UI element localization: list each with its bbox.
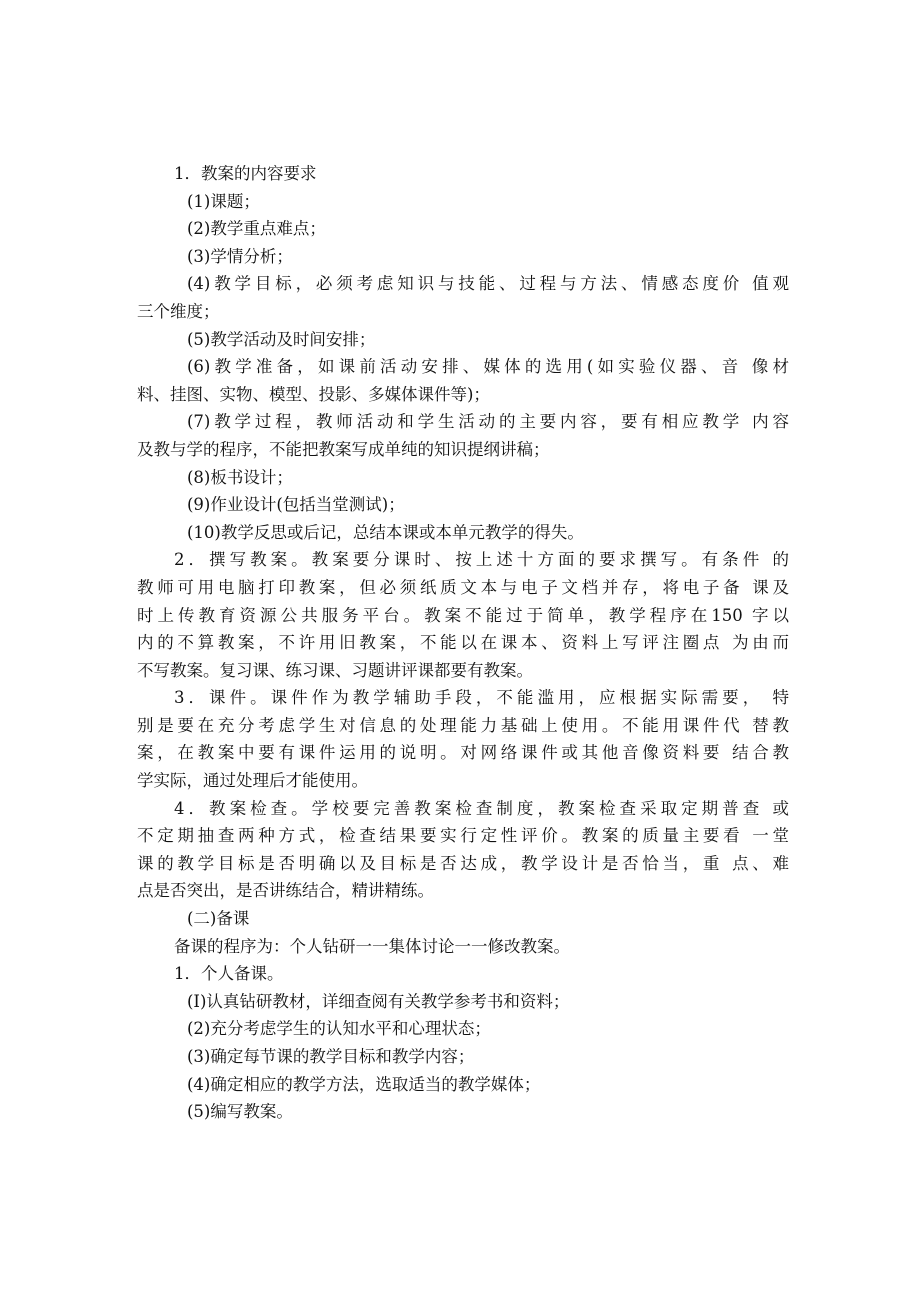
paragraph-line: 别是要在充分考虑学生对信息的处理能力基础上使用。不能用课件代 替教 xyxy=(137,715,789,735)
list-item-continuation: 三个维度； xyxy=(137,301,220,321)
paragraph-line: 3．课件。课件作为教学辅助手段，不能滥用，应根据实际需要， 特 xyxy=(174,688,789,708)
list-item: (9)作业设计(包括当堂测试)； xyxy=(187,495,405,515)
list-item: (4)教学目标，必须考虑知识与技能、过程与方法、情感态度价 值观 xyxy=(187,274,789,294)
section-heading-lesson-prep: (二)备课 xyxy=(187,909,250,929)
list-item: (7)教学过程，教师活动和学生活动的主要内容，要有相应教学 内容 xyxy=(187,412,789,432)
paragraph-line: 课的教学目标是否明确以及目标是否达成，教学设计是否恰当，重 点、难 xyxy=(137,853,789,873)
paragraph-line: 备课的程序为：个人钻研一一集体讨论一一修改教案。 xyxy=(174,936,570,956)
list-item: (4)确定相应的教学方法，选取适当的教学媒体； xyxy=(187,1074,541,1094)
paragraph-line: 不写教案。复习课、练习课、习题讲评课都要有教案。 xyxy=(137,660,533,680)
list-item: (3)确定每节课的教学目标和教学内容； xyxy=(187,1047,475,1066)
list-item-continuation: 及教与学的程序，不能把教案写成单纯的知识提纲讲稿； xyxy=(137,439,550,459)
paragraph-line: 教师可用电脑打印教案，但必须纸质文本与电子文档并存，将电子备 课及 xyxy=(137,577,789,597)
paragraph-line: 点是否突出，是否讲练结合，精讲精练。 xyxy=(137,881,434,901)
section-heading-content-requirements: 1．教案的内容要求 xyxy=(174,164,317,183)
list-item: (8)板书设计； xyxy=(187,467,293,487)
list-item: (3)学情分析； xyxy=(187,246,293,266)
section-heading-individual-prep: 1．个人备课。 xyxy=(174,964,284,984)
document-body xyxy=(137,160,789,1126)
paragraph-line: 2．撰写教案。教案要分课时、按上述十方面的要求撰写。有条件 的 xyxy=(174,550,789,570)
list-item: (2)教学重点难点； xyxy=(187,219,326,239)
list-item: (10)教学反思或后记，总结本课或本单元教学的得失。 xyxy=(187,522,584,542)
paragraph-line: 不定期抽查两种方式，检查结果要实行定性评价。教案的质量主要看 一堂 xyxy=(137,826,789,846)
paragraph-line: 内的不算教案，不许用旧教案，不能以在课本、资料上写评注圈点 为由而 xyxy=(137,633,789,653)
paragraph-line: 4．教案检查。学校要完善教案检查制度，教案检查采取定期普查 或 xyxy=(174,798,789,818)
paragraph-line: 时上传教育资源公共服务平台。教案不能过于简单，教学程序在150 字以 xyxy=(137,605,789,625)
list-item: (5)教学活动及时间安排； xyxy=(187,329,376,349)
list-item: (I)认真钻研教材，详细查阅有关教学参考书和资料； xyxy=(187,991,570,1011)
list-item-continuation: 料、挂图、实物、模型、投影、多媒体课件等)； xyxy=(137,384,490,404)
list-item: (1)课题； xyxy=(187,191,260,211)
list-item: (6)教学准备，如课前活动安排、媒体的选用(如实验仪器、音 像材 xyxy=(187,357,789,377)
paragraph-line: 案，在教案中要有课件运用的说明。对网络课件或其他音像资料要 结合教 xyxy=(137,743,789,763)
paragraph-line: 学实际，通过处理后才能使用。 xyxy=(137,771,368,791)
list-item: (2)充分考虑学生的认知水平和心理状态； xyxy=(187,1019,491,1039)
list-item: (5)编写教案。 xyxy=(187,1102,293,1122)
